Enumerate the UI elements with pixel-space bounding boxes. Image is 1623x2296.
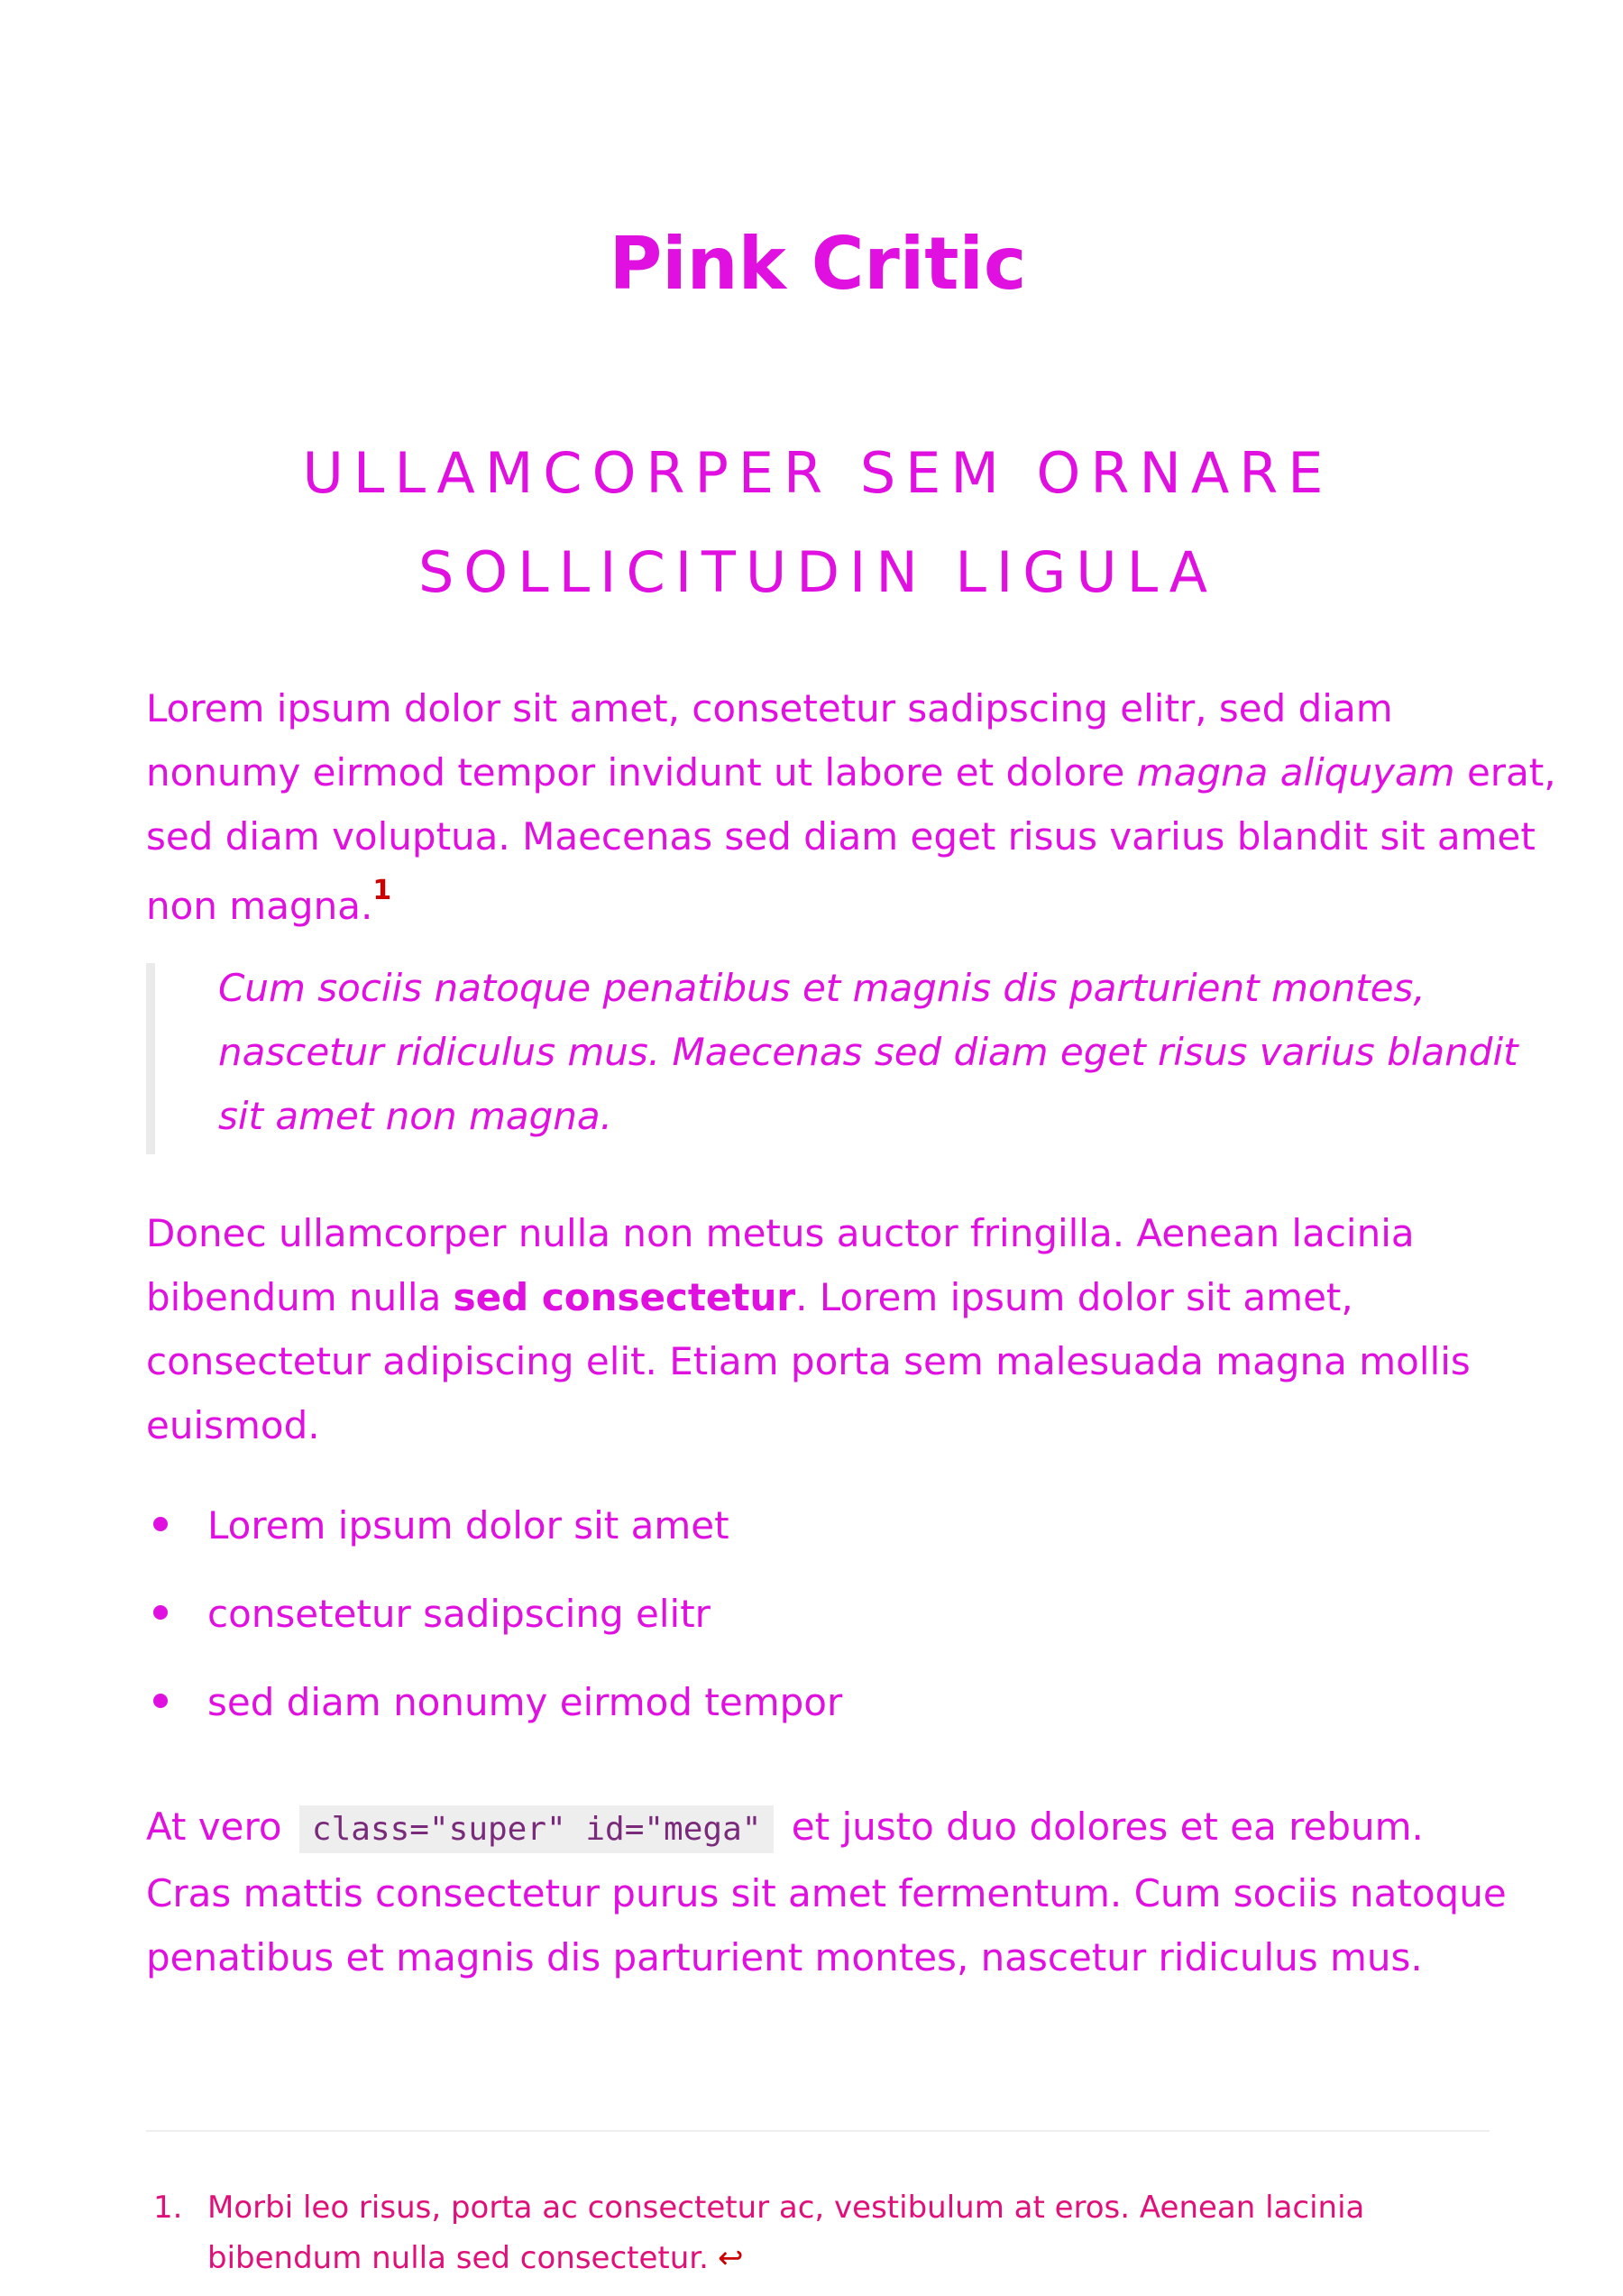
text-run: nonumy eirmod tempor invidunt ut labore et dolore	[146, 750, 1137, 794]
list-item-text: consetetur sadipscing elitr	[207, 1592, 711, 1636]
list-item	[146, 1493, 1490, 1582]
headline-line: SOLLICITUDIN LIGULA	[417, 539, 1218, 605]
text-run: et justo duo dolores et ea rebum.	[791, 1805, 1424, 1849]
footnotes-divider	[146, 2130, 1490, 2132]
list-item	[146, 1582, 1490, 1670]
footnote-number: 1.	[153, 2190, 183, 2226]
paragraph-line	[146, 874, 1490, 938]
paragraph-line	[146, 740, 1556, 804]
inline-code: class="super" id="mega"	[299, 1805, 775, 1853]
headline-line: ULLAMCORPER SEM ORNARE	[302, 440, 1334, 506]
paragraph-line	[146, 1795, 1490, 1861]
text-run: non magna.	[146, 884, 373, 928]
text-run: bibendum nulla	[146, 1275, 454, 1319]
paragraph-line: Lorem ipsum dolor sit amet, consetetur sadipscing elitr, sed diam	[146, 686, 1393, 730]
paragraph-line: sed diam voluptua. Maecenas sed diam eget risus varius blandit sit amet	[146, 814, 1536, 859]
bullet-list	[146, 1493, 1490, 1759]
paragraph-line: euismod.	[146, 1403, 320, 1447]
footnote-line: Morbi leo risus, porta ac consectetur ac, vestibulum at eros. Aenean lacinia	[207, 2190, 1365, 2226]
footnote-item	[207, 2182, 1364, 2283]
footnote-reference-link[interactable]: 1	[372, 875, 392, 906]
paragraph-line: penatibus et magnis dis parturient montes, nascetur ridiculus mus.	[146, 1935, 1423, 1979]
footnote-backref-icon[interactable]: ↩	[717, 2240, 744, 2276]
bullet-dot-icon	[153, 1694, 168, 1708]
list-item-text: sed diam nonumy eirmod tempor	[207, 1680, 843, 1724]
blockquote-text	[218, 956, 1518, 1148]
blockquote-line: Cum sociis natoque penatibus et magnis dis parturient montes,	[218, 966, 1426, 1010]
paragraph-code	[146, 1795, 1507, 1989]
paragraph-line: consectetur adipiscing elit. Etiam porta sem malesuada magna mollis	[146, 1339, 1471, 1383]
text-run: . Lorem ipsum dolor sit amet,	[795, 1275, 1353, 1319]
footnote-line	[207, 2233, 1364, 2283]
paragraph-line: Donec ullamcorper nulla non metus auctor fringilla. Aenean lacinia	[146, 1211, 1415, 1255]
text-run: At vero	[146, 1805, 282, 1849]
blockquote	[146, 963, 1518, 1154]
bullet-dot-icon	[153, 1517, 168, 1531]
text-run: erat,	[1454, 750, 1556, 794]
text-run: bibendum nulla sed consectetur.	[207, 2240, 709, 2276]
strong-text: sed consectetur	[453, 1275, 796, 1319]
list-item	[146, 1670, 1490, 1759]
list-item-text: Lorem ipsum dolor sit amet	[207, 1503, 729, 1548]
paragraph-intro	[146, 676, 1556, 938]
paragraph-line: Cras mattis consectetur purus sit amet fermentum. Cum sociis natoque	[146, 1871, 1507, 1915]
article-headline	[146, 424, 1490, 622]
bullet-dot-icon	[153, 1605, 168, 1620]
site-title[interactable]: Pink Critic	[609, 222, 1027, 306]
paragraph-line	[146, 1265, 1490, 1329]
paragraph-body	[146, 1201, 1490, 1457]
blockquote-line: sit amet non magna.	[218, 1094, 612, 1138]
blockquote-line: nascetur ridiculus mus. Maecenas sed diam eget risus varius blandit	[218, 1030, 1518, 1074]
emphasis-text: magna aliquyam	[1136, 750, 1455, 794]
